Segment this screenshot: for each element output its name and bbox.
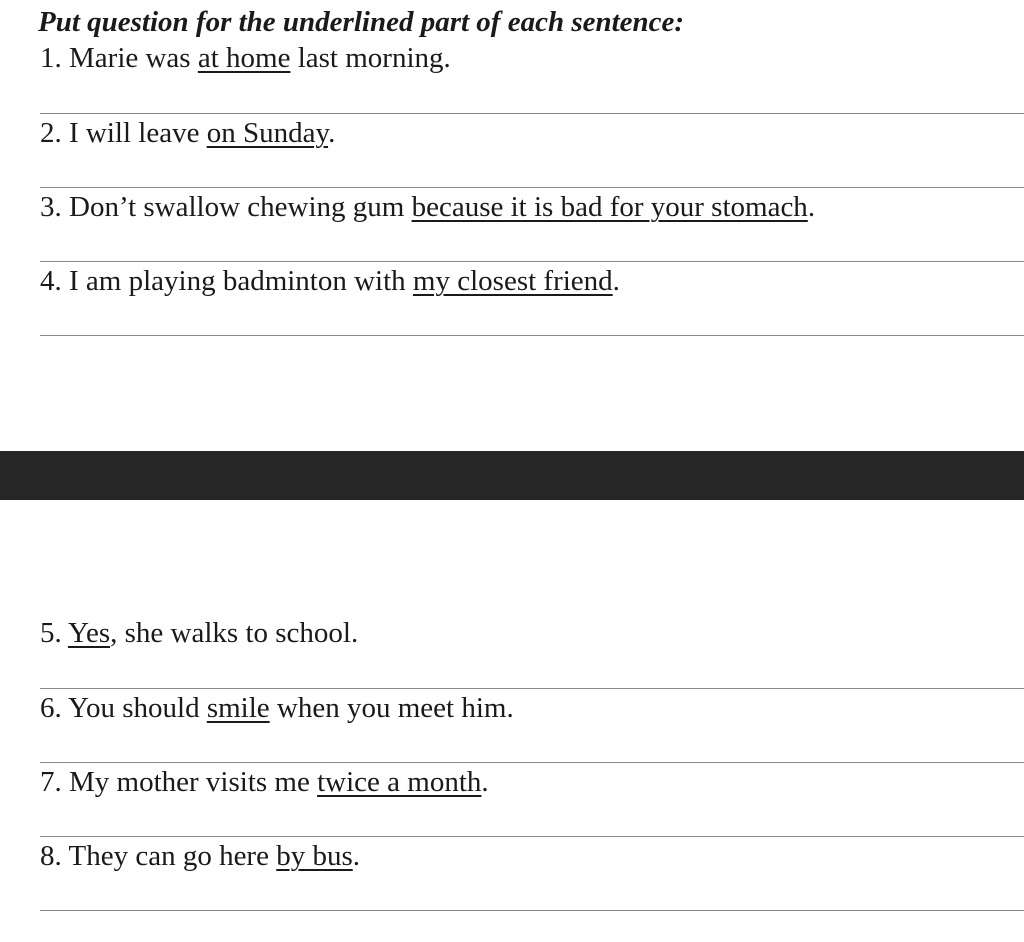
answer-line-5[interactable]: [40, 688, 1024, 689]
answer-line-8[interactable]: [40, 910, 1024, 911]
question-number: 1.: [40, 42, 62, 74]
question-number: 6.: [40, 692, 62, 724]
question-text-end: , she walks to school.: [110, 617, 359, 649]
question-text-end: .: [807, 191, 816, 223]
question-1: [40, 40, 451, 76]
question-7: [40, 764, 489, 800]
question-5: [40, 615, 358, 651]
question-text-end: .: [328, 117, 336, 149]
underlined-part: on Sunday: [206, 117, 329, 149]
underlined-part: at home: [197, 42, 291, 74]
question-text-end: last morning.: [290, 42, 451, 74]
underlined-part: by bus: [276, 840, 353, 872]
question-number: 4.: [40, 265, 62, 297]
underlined-part: twice a month: [317, 766, 482, 798]
question-text-end: .: [352, 840, 361, 872]
underlined-part: Yes: [67, 617, 111, 649]
question-text-end: .: [612, 265, 620, 297]
question-text: They can go here: [68, 840, 277, 872]
question-text: You should: [67, 692, 207, 724]
question-3: [40, 189, 815, 225]
underlined-part: my closest friend: [412, 265, 613, 297]
question-text: Don’t swallow chewing gum: [69, 191, 412, 223]
question-text: I will leave: [69, 117, 207, 149]
question-8: [40, 838, 360, 874]
question-text-end: when you meet him.: [269, 692, 514, 724]
question-4: [40, 263, 620, 299]
question-6: [40, 690, 514, 726]
question-text: My mother visits me: [69, 766, 318, 798]
answer-line-7[interactable]: [40, 836, 1024, 837]
answer-line-3[interactable]: [40, 261, 1024, 262]
answer-line-1[interactable]: [40, 113, 1024, 114]
question-text-end: .: [481, 766, 489, 798]
page-divider: [0, 451, 1024, 500]
question-text: Marie was: [69, 42, 198, 74]
answer-line-4[interactable]: [40, 335, 1024, 336]
question-number: 3.: [40, 191, 62, 223]
question-number: 2.: [40, 117, 62, 149]
instruction-heading: Put question for the underlined part of each sentence:: [38, 6, 685, 38]
question-text: I am playing badminton with: [69, 265, 413, 297]
question-number: 7.: [40, 766, 62, 798]
question-number: 8.: [40, 840, 62, 872]
answer-line-6[interactable]: [40, 762, 1024, 763]
question-number: 5.: [40, 617, 62, 649]
underlined-part: smile: [206, 692, 270, 724]
question-2: [40, 115, 335, 151]
underlined-part: because it is bad for your stomach: [411, 191, 808, 223]
answer-line-2[interactable]: [40, 187, 1024, 188]
